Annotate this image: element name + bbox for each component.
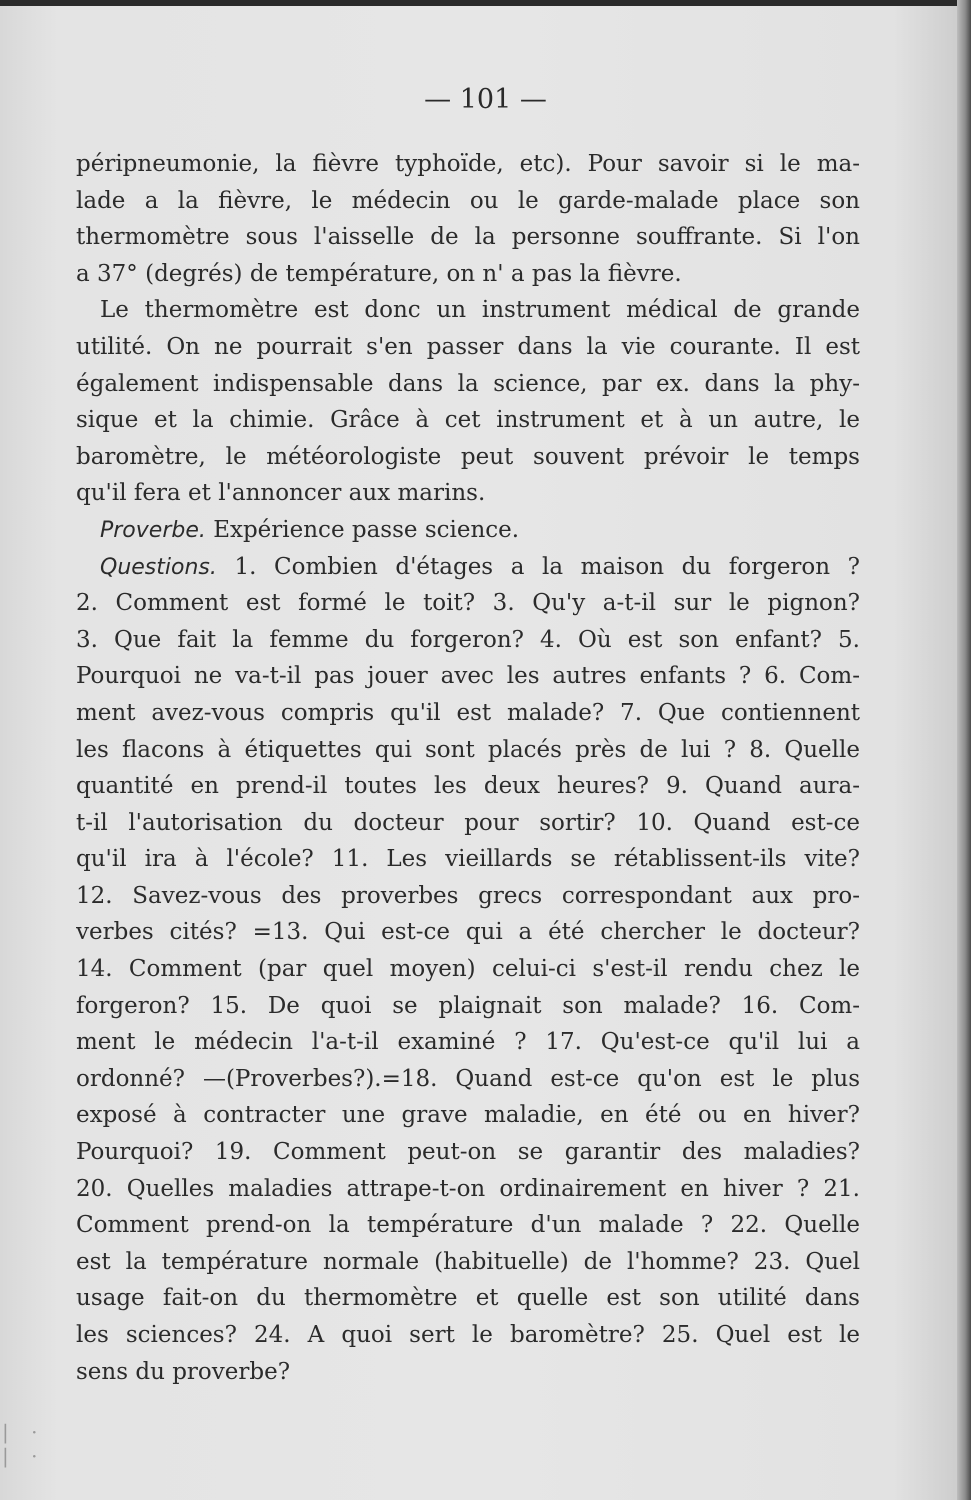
text-line: quantité en prend-il toutes les deux heures? 9. Quand aura- bbox=[76, 773, 860, 800]
text-line: Pourquoi ne va-t-il pas jouer avec les autres enfants ? 6. Com- bbox=[76, 663, 860, 690]
page-number: — 101 — bbox=[424, 84, 547, 115]
text-line: Pourquoi? 19. Comment peut-on se garantir des maladies? bbox=[76, 1139, 860, 1166]
text-line: thermomètre sous l'aisselle de la personne souffrante. Si l'on bbox=[76, 224, 860, 251]
text-line: utilité. On ne pourrait s'en passer dans la vie courante. Il est bbox=[76, 333, 860, 360]
text-line: Comment prend-on la température d'un malade ? 22. Quelle bbox=[76, 1212, 860, 1239]
text-line: t-il l'autorisation du docteur pour sortir? 10. Quand est-ce bbox=[76, 809, 860, 836]
text-line: péripneumonie, la fièvre typhoïde, etc). Pour savoir si le ma- bbox=[76, 151, 860, 177]
text-line: les flacons à étiquettes qui sont placés près de lui ? 8. Quelle bbox=[76, 736, 860, 763]
questions-first-line bbox=[76, 549, 860, 586]
text-line: sique et la chimie. Grâce à cet instrument et à un autre, le bbox=[76, 407, 860, 434]
text-line: verbes cités? =13. Qui est-ce qui a été chercher le docteur? bbox=[76, 919, 860, 946]
scan-right-edge bbox=[957, 0, 971, 1500]
text-line: ordonné? —(Proverbes?).=18. Quand est-ce qu'on est le plus bbox=[76, 1065, 860, 1092]
text-line: forgeron? 15. De quoi se plaignait son malade? 16. Com- bbox=[76, 992, 860, 1019]
text-line: 14. Comment (par quel moyen) celui-ci s'est-il rendu chez le bbox=[76, 956, 860, 983]
text-line: ment le médecin l'a-t-il examiné ? 17. Qu'est-ce qu'il lui a bbox=[76, 1029, 860, 1056]
text-line: a 37° (degrés) de température, on n' a pas la fièvre. bbox=[76, 260, 682, 287]
proverb-line bbox=[76, 512, 860, 549]
text-line: 12. Savez-vous des proverbes grecs correspondant aux pro- bbox=[76, 882, 860, 909]
margin-marks: | · | · bbox=[2, 1420, 46, 1468]
question-text: 1. Combien d'étages a la maison du forgeron ? bbox=[234, 553, 860, 580]
text-line: lade a la fièvre, le médecin ou le garde-malade place son bbox=[76, 187, 860, 214]
text-line: 20. Quelles maladies attrape-t-on ordinairement en hiver ? 21. bbox=[76, 1175, 860, 1202]
body-text bbox=[76, 146, 860, 1390]
text-line: baromètre, le météorologiste peut souvent prévoir le temps bbox=[76, 443, 860, 470]
text-line: également indispensable dans la science, par ex. dans la phy- bbox=[76, 370, 860, 397]
text-line: usage fait-on du thermomètre et quelle est son utilité dans bbox=[76, 1285, 860, 1312]
text-line: est la température normale (habituelle) de l'homme? 23. Quel bbox=[76, 1248, 860, 1275]
scan-top-edge bbox=[0, 0, 971, 6]
text-line: sens du proverbe? bbox=[76, 1358, 291, 1385]
text-line: 3. Que fait la femme du forgeron? 4. Où est son enfant? 5. bbox=[76, 626, 860, 653]
text-line: qu'il fera et l'annoncer aux marins. bbox=[76, 480, 486, 507]
text-line: 2. Comment est formé le toit? 3. Qu'y a-t-il sur le pignon? bbox=[76, 590, 860, 617]
questions-label: Questions. bbox=[100, 554, 217, 580]
text-line: ment avez-vous compris qu'il est malade? 7. Que contiennent bbox=[76, 699, 860, 726]
text-line: exposé à contracter une grave maladie, en été ou en hiver? bbox=[76, 1102, 860, 1129]
text-line: qu'il ira à l'école? 11. Les vieillards se rétablissent-ils vite? bbox=[76, 846, 860, 873]
proverb-text: Expérience passe science. bbox=[213, 516, 520, 543]
text-line: Le thermomètre est donc un instrument médical de grande bbox=[100, 297, 860, 324]
proverb-label: Proverbe. bbox=[100, 517, 206, 543]
text-line: les sciences? 24. A quoi sert le baromètre? 25. Quel est le bbox=[76, 1322, 860, 1348]
